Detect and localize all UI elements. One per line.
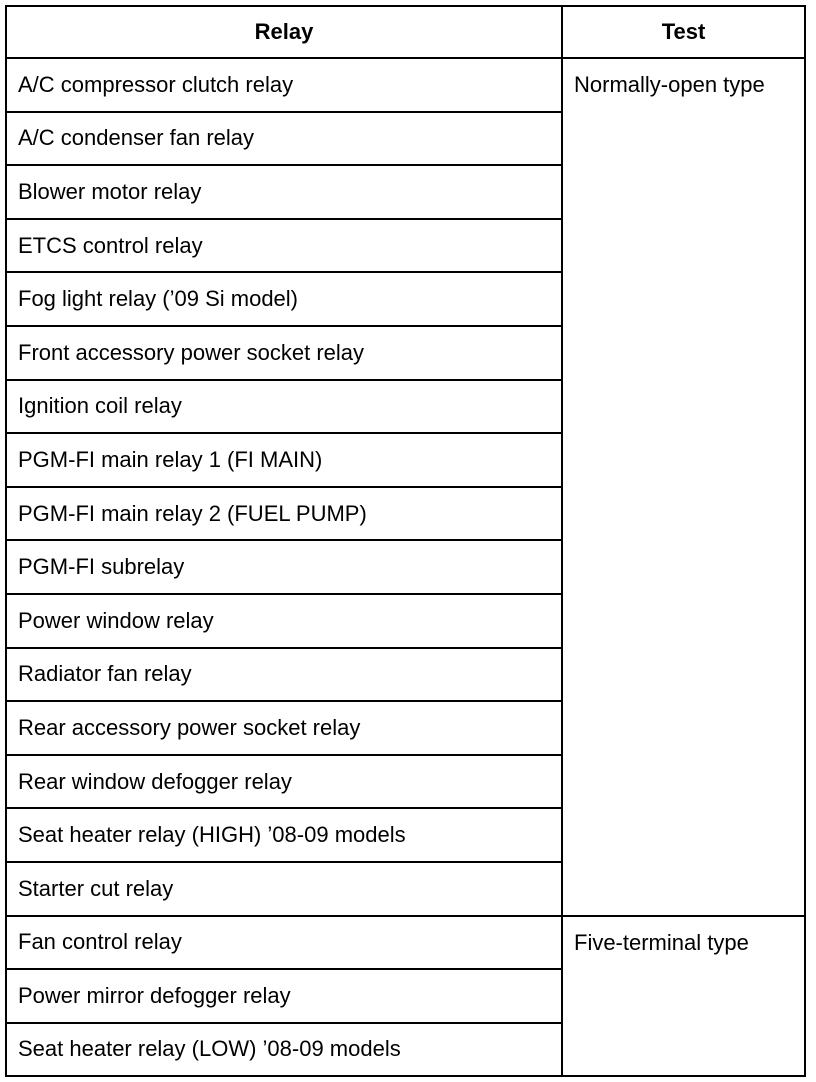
relay-name-cell: Rear accessory power socket relay bbox=[6, 701, 562, 755]
relay-name-cell: Ignition coil relay bbox=[6, 380, 562, 434]
relay-name-cell: Power window relay bbox=[6, 594, 562, 648]
relay-name-cell: Rear window defogger relay bbox=[6, 755, 562, 809]
relay-name-cell: PGM-FI main relay 2 (FUEL PUMP) bbox=[6, 487, 562, 541]
header-relay: Relay bbox=[6, 6, 562, 58]
header-test: Test bbox=[562, 6, 805, 58]
relay-name-cell: PGM-FI subrelay bbox=[6, 540, 562, 594]
relay-name-cell: ETCS control relay bbox=[6, 219, 562, 273]
relay-name-cell: Power mirror defogger relay bbox=[6, 969, 562, 1023]
relay-name-cell: Blower motor relay bbox=[6, 165, 562, 219]
relay-name-cell: Front accessory power socket relay bbox=[6, 326, 562, 380]
relay-name-cell: Seat heater relay (HIGH) ’08-09 models bbox=[6, 808, 562, 862]
test-type-cell: Five-terminal type bbox=[562, 916, 805, 1077]
relay-name-cell: Fog light relay (’09 Si model) bbox=[6, 272, 562, 326]
relay-name-cell: Starter cut relay bbox=[6, 862, 562, 916]
relay-name-cell: Seat heater relay (LOW) ’08-09 models bbox=[6, 1023, 562, 1077]
relay-test-table bbox=[5, 5, 806, 1077]
test-type-cell: Normally-open type bbox=[562, 58, 805, 916]
table-body bbox=[6, 58, 805, 1076]
table-row bbox=[6, 58, 805, 112]
table-row bbox=[6, 916, 805, 970]
relay-name-cell: A/C compressor clutch relay bbox=[6, 58, 562, 112]
relay-name-cell: Radiator fan relay bbox=[6, 648, 562, 702]
header-row bbox=[6, 6, 805, 58]
relay-name-cell: A/C condenser fan relay bbox=[6, 112, 562, 166]
relay-name-cell: Fan control relay bbox=[6, 916, 562, 970]
relay-name-cell: PGM-FI main relay 1 (FI MAIN) bbox=[6, 433, 562, 487]
